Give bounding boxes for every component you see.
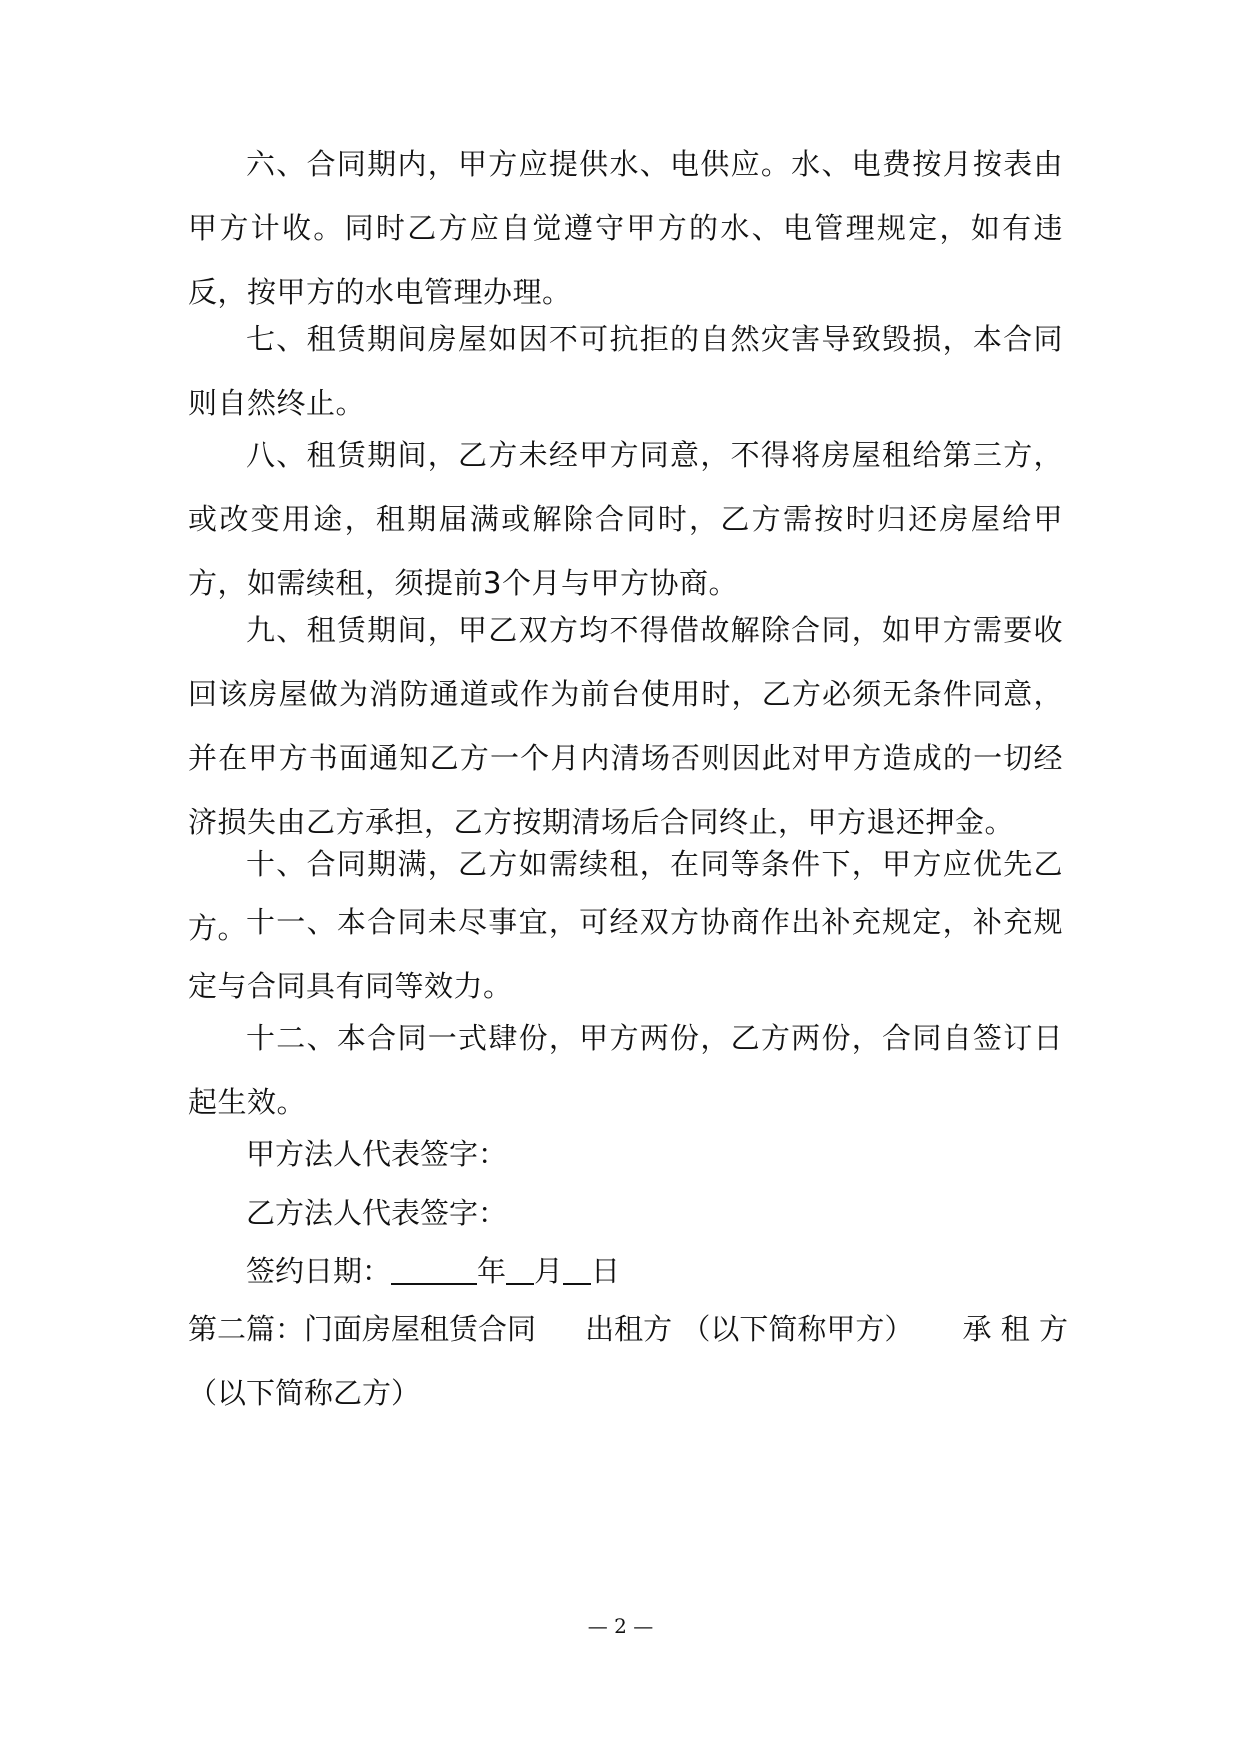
year-blank — [391, 1253, 477, 1285]
signing-date-line — [246, 1239, 620, 1303]
lessee-label: 承 租 方 — [962, 1312, 1068, 1346]
signing-date-label: 签约日期： — [246, 1254, 392, 1288]
clause-eleven: 十一、本合同未尽事宜，可经双方协商作出补充规定，补充规定与合同具有同等效力。 — [188, 905, 1063, 1003]
clause-six: 六、合同期内，甲方应提供水、电供应。水、电费按月按表由甲方计收。同时乙方应自觉遵守甲方的水、电管理规定，如有违反，按甲方的水电管理办理。 — [188, 147, 1063, 309]
lessee-note: （以下简称乙方） — [188, 1376, 421, 1410]
clause-ten: 十、合同期满，乙方如需续租，在同等条件下，甲方应优先乙方。 — [188, 847, 1063, 945]
party-b-signature-label: 乙方法人代表签字： — [246, 1196, 508, 1230]
clause-nine: 九、租赁期间，甲乙双方均不得借故解除合同，如甲方需要收回该房屋做为消防通道或作为前台使用时，乙方必须无条件同意，并在甲方书面通知乙方一个月内清场否则因此对甲方造成的一切经济损失由乙方承担，乙方按期清场后合同终止，甲方退还押金。 — [188, 613, 1063, 839]
lessor-label: 出租方 （以下简称甲方） — [585, 1312, 914, 1346]
chapter-heading — [188, 1297, 1068, 1425]
day-label: 日 — [591, 1254, 621, 1288]
clause-seven: 七、租赁期间房屋如因不可抗拒的自然灾害导致毁损，本合同则自然终止。 — [188, 322, 1063, 420]
clause-eight: 八、租赁期间，乙方未经甲方同意，不得将房屋租给第三方，或改变用途，租期届满或解除合同时，乙方需按时归还房屋给甲方，如需续租，须提前3个月与甲方协商。 — [188, 438, 1063, 600]
party-a-signature-label: 甲方法人代表签字： — [246, 1137, 508, 1171]
month-blank — [506, 1253, 534, 1285]
day-blank — [563, 1253, 591, 1285]
chapter-title: 第二篇：门面房屋租赁合同 — [188, 1312, 537, 1346]
chapter-heading-row — [188, 1297, 1068, 1361]
year-label: 年 — [477, 1254, 507, 1288]
month-label: 月 — [534, 1254, 564, 1288]
clause-twelve: 十二、本合同一式肆份，甲方两份，乙方两份，合同自签订日起生效。 — [188, 1021, 1063, 1119]
page-number: — 2 — — [587, 1614, 654, 1638]
